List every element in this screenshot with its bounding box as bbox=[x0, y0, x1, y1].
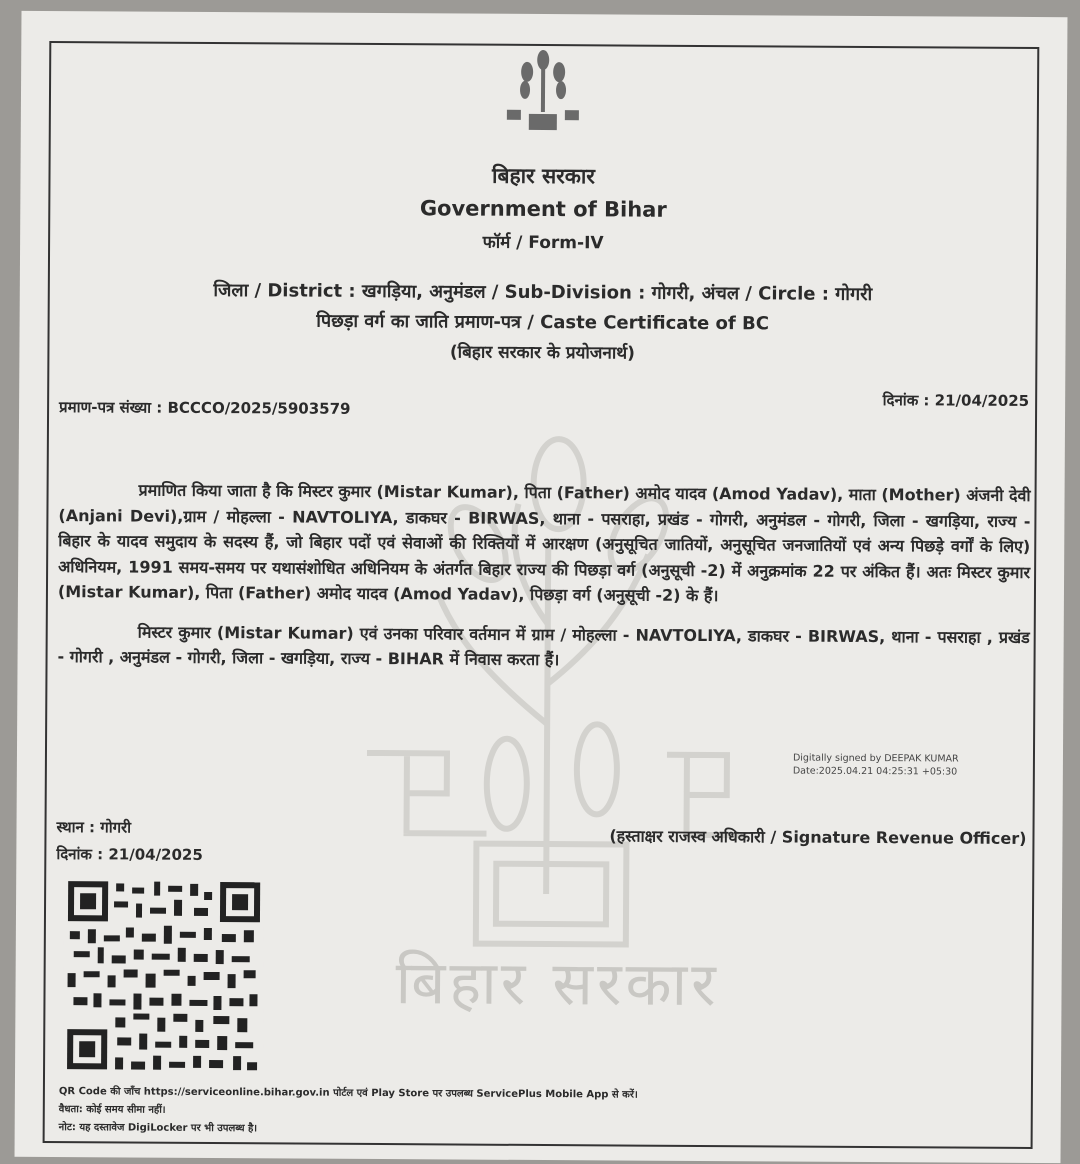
form-label: फॉर्म / Form-IV bbox=[482, 232, 604, 254]
gov-title-english: Government of Bihar bbox=[419, 196, 667, 222]
digital-signature-name: Digitally signed by DEEPAK KUMAR bbox=[792, 752, 959, 765]
footer-digilocker-note: नोट: यह दस्तावेज DigiLocker पर भी उपलब्ध है। bbox=[58, 1122, 258, 1135]
certificate-number: प्रमाण-पत्र संख्या : BCCCO/2025/5903579 bbox=[59, 398, 351, 418]
body-paragraph-1: प्रमाणित किया जाता है कि मिस्टर कुमार (Mistar Kumar), पिता (Father) अमोद यादव (Amod Yadav), माता (Mother) अंजनी देवी (Anjani Devi),ग्राम / मोहल्ला - NAVTOLIYA, डाकघर - BIRWAS, थाना - पसराहा, प्रखंड - गोगरी, अनुमंडल - गोगरी, जिला - खगड़िया, राज्य - बिहार के यादव समुदाय के सदस्य हैं, जो बिहार पदों एवं सेवाओं की रिक्तियों में आरक्षण (अनुसूचित जातियों, अनुसूचित जनजातियों एवं अन्य पिछड़े वर्गों के लिए) अधिनियम, 1991 समय-समय पर यथासंशोधित अधिनियम के अंतर्गत बिहार राज्य की पिछड़ा वर्ग (अनुसूची -2) में अनुक्रमांक 22 पर अंकित हैं। अतः मिस्टर कुमार (Mistar Kumar), पिता (Father) अमोद यादव (Amod Yadav), पिछड़ा वर्ग (अनुसूची -2) के हैं। bbox=[57, 480, 1031, 606]
digital-signature bbox=[793, 752, 959, 779]
bihar-emblem-logo bbox=[503, 48, 584, 140]
watermark-text: बिहार सरकार bbox=[395, 948, 720, 1021]
body-paragraph-2: मिस्टर कुमार (Mistar Kumar) एवं उनका परिवार वर्तमान में ग्राम / मोहल्ला - NAVTOLIYA, डाकघर - BIRWAS, थाना - पसराहा , प्रखंड - गोगरी , अनुमंडल - गोगरी, जिला - खगड़िया, राज्य - BIHAR में निवास करता हैं। bbox=[57, 622, 1030, 670]
location-line: जिला / District : खगड़िया, अनुमंडल / Sub-Division : गोगरी, अंचल / Circle : गोगरी bbox=[213, 279, 873, 306]
qr-code[interactable] bbox=[63, 877, 264, 1074]
certificate-title: पिछड़ा वर्ग का जाति प्रमाण-पत्र / Caste Certificate of BC bbox=[316, 310, 770, 335]
place-label: स्थान : गोगरी bbox=[56, 818, 132, 837]
footer-qr-verification: QR Code की जाँच https://serviceonline.bihar.gov.in पोर्टल एवं Play Store पर उपलब्ध ServicePlus Mobile App से करें। bbox=[58, 1086, 638, 1101]
gov-title-hindi: बिहार सरकार bbox=[492, 163, 596, 189]
footer-validity: वैधता: कोई समय सीमा नहीं। bbox=[58, 1104, 166, 1116]
purpose-line: (बिहार सरकार के प्रयोजनार्थ) bbox=[449, 342, 635, 364]
signature-label: (हस्ताक्षर राजस्व अधिकारी / Signature Revenue Officer) bbox=[609, 826, 1027, 848]
date-bottom: दिनांक : 21/04/2025 bbox=[56, 845, 203, 864]
digital-signature-date: Date:2025.04.21 04:25:31 +05:30 bbox=[792, 765, 958, 778]
footer-notes bbox=[59, 1083, 638, 1141]
certificate-body bbox=[57, 477, 1030, 675]
issue-date: दिनांक : 21/04/2025 bbox=[882, 391, 1030, 410]
certificate-paper bbox=[15, 11, 1068, 1163]
